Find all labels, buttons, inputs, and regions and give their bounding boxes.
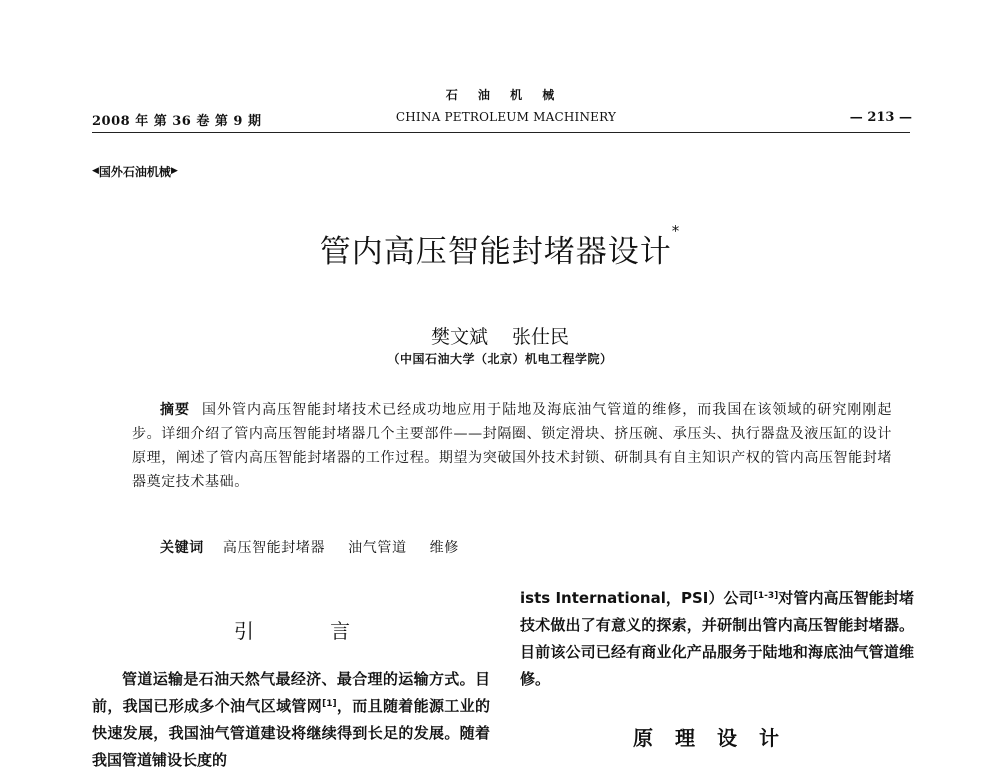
column-tag-label: 国外石油机械	[98, 165, 171, 179]
intro-paragraph	[92, 666, 490, 774]
article-title-block	[0, 222, 1000, 271]
abstract	[132, 398, 892, 494]
journal-title-cn: 石 油 机 械	[445, 88, 563, 102]
intro-heading: 引 言	[233, 619, 351, 643]
keyword: 油气管道	[348, 540, 407, 556]
citation: [1-3]	[753, 591, 779, 601]
header-rule	[92, 132, 910, 133]
principle-heading: 原理设计	[633, 726, 801, 750]
column-tag	[92, 163, 178, 180]
page-number: — 213 —	[849, 110, 912, 125]
title-footnote-mark: *	[671, 222, 681, 240]
right-text-part1: ists International，PSI）公司	[520, 589, 754, 607]
abstract-label: 摘要	[160, 402, 191, 418]
citation: [1]	[322, 699, 337, 709]
triangle-left-icon: ◀	[92, 166, 99, 176]
journal-title-en: CHINA PETROLEUM MACHINERY	[395, 110, 617, 124]
keyword: 维修	[429, 540, 459, 556]
affiliation: （中国石油大学（北京）机电工程学院）	[387, 352, 613, 366]
right-text-part2: 对管内高压智能封堵技术做出了有意义的探索，并研制出管内高压智能封堵器。目前该公司已经有商业化产品服务于陆地和海底油气管道维修。	[520, 589, 914, 688]
abstract-text: 国外管内高压智能封堵技术已经成功地应用于陆地及海底油气管道的维修，而我国在该领域的研究刚刚起步。详细介绍了管内高压智能封堵器几个主要部件——封隔圈、锁定滑块、挤压碗、承压头、执行器盘及液压缸的设计原理，阐述了管内高压智能封堵器的工作过程。期望为突破国外技术封锁、研制具有自主知识产权的管内高压智能封堵器奠定技术基础。	[132, 402, 892, 490]
intro-text-part2: ，而且随着能源工业的快速发展，我国油气管道建设将继续得到长足的发展。随着我国管道铺设长度的	[92, 697, 490, 769]
intro-text-part1: 管道运输是石油天然气最经济、最合理的运输方式。目前，我国已形成多个油气区域管网	[92, 670, 490, 715]
issue-info: 2008 年 第 36 卷 第 9 期	[92, 114, 262, 129]
article-title: 管内高压智能封堵器设计	[319, 234, 672, 270]
right-column-paragraph	[520, 585, 914, 693]
keyword: 高压智能封堵器	[222, 540, 326, 556]
authors: 樊文斌 张仕民	[430, 326, 570, 348]
keywords-label: 关键词	[160, 540, 204, 556]
triangle-right-icon: ▶	[170, 166, 178, 176]
keywords	[160, 537, 477, 557]
